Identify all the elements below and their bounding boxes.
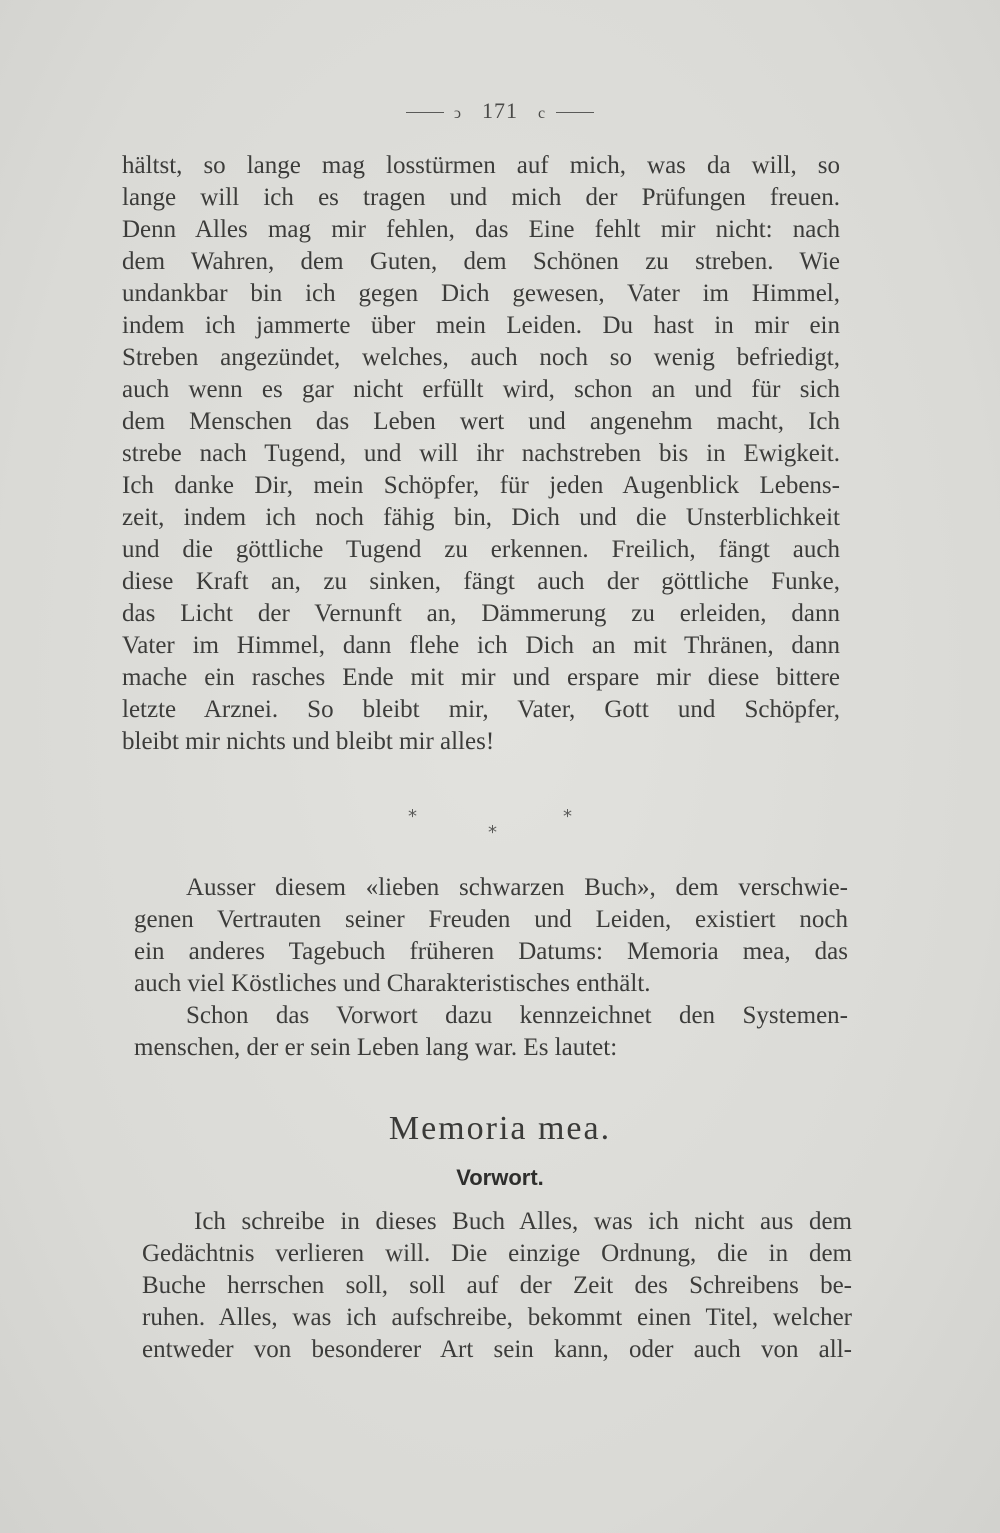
asterism-star: *	[563, 806, 572, 827]
paragraph-2	[134, 872, 848, 1064]
header-left-rule	[406, 112, 444, 113]
text-line: ruhen. Alles, was ich aufschreibe, bekommt einen Titel, welcher	[142, 1304, 852, 1331]
text-line: menschen, der er sein Leben lang war. Es lautet:	[134, 1034, 618, 1061]
section-subtitle: Vorwort.	[456, 1165, 544, 1190]
text-line: Streben angezündet, welches, auch noch so wenig befriedigt,	[122, 344, 840, 371]
asterism-star: *	[488, 822, 497, 843]
header-left-ornament: ↄ	[453, 105, 462, 122]
text-line: Vater im Himmel, dann flehe ich Dich an mit Thränen, dann	[122, 632, 840, 659]
text-line: das Licht der Vernunft an, Dämmerung zu erleiden, dann	[122, 600, 840, 627]
text-line: dem Menschen das Leben wert und angenehm macht, Ich	[122, 408, 840, 435]
text-line: Ich schreibe in dieses Buch Alles, was ich nicht aus dem	[194, 1208, 852, 1235]
text-line: Schon das Vorwort dazu kennzeichnet den Systemen-	[186, 1002, 848, 1029]
text-line: auch wenn es gar nicht erfüllt wird, schon an und für sich	[122, 376, 840, 403]
text-line: lange will ich es tragen und mich der Prüfungen freuen.	[122, 184, 840, 211]
asterism-star: *	[408, 806, 417, 827]
text-line: hältst, so lange mag losstürmen auf mich, was da will, so	[122, 152, 840, 179]
text-line: Ausser diesem «lieben schwarzen Buch», dem verschwie-	[186, 874, 848, 901]
text-line: Buche herrschen soll, soll auf der Zeit des Schreibens be-	[142, 1272, 852, 1299]
text-line: Ich danke Dir, mein Schöpfer, für jeden Augenblick Lebens-	[122, 472, 840, 499]
text-line: auch viel Köstliches und Charakteristisches enthält.	[134, 970, 651, 997]
text-line: indem ich jammerte über mein Leiden. Du hast in mir ein	[122, 312, 840, 339]
page-number: 171	[482, 98, 518, 123]
text-line: Gedächtnis verlieren will. Die einzige Ordnung, die in dem	[142, 1240, 852, 1267]
text-line: zeit, indem ich noch fähig bin, Dich und die Unsterblichkeit	[122, 504, 840, 531]
text-line: mache ein rasches Ende mit mir und erspare mir diese bittere	[122, 664, 840, 691]
text-line: dem Wahren, dem Guten, dem Schönen zu streben. Wie	[122, 248, 840, 275]
text-line: bleibt mir nichts und bleibt mir alles!	[122, 728, 495, 755]
text-line: Denn Alles mag mir fehlen, das Eine fehlt mir nicht: nach	[122, 216, 840, 243]
text-line: ein anderes Tagebuch früheren Datums: Memoria mea, das	[134, 938, 848, 965]
paragraph-1	[122, 150, 840, 758]
text-line: undankbar bin ich gegen Dich gewesen, Vater im Himmel,	[122, 280, 840, 307]
page-header	[0, 98, 1000, 124]
paragraph-4	[142, 1206, 852, 1366]
text-line: und die göttliche Tugend zu erkennen. Freilich, fängt auch	[122, 536, 840, 563]
text-line: genen Vertrauten seiner Freuden und Leiden, existiert noch	[134, 906, 848, 933]
text-line: strebe nach Tugend, und will ihr nachstreben bis in Ewigkeit.	[122, 440, 840, 467]
header-right-rule	[556, 112, 594, 113]
text-line: letzte Arznei. So bleibt mir, Vater, Gott und Schöpfer,	[122, 696, 840, 723]
header-right-ornament: c	[538, 105, 547, 122]
text-line: entweder von besonderer Art sein kann, oder auch von all-	[142, 1336, 852, 1363]
text-line: diese Kraft an, zu sinken, fängt auch der göttliche Funke,	[122, 568, 840, 595]
section-separator	[0, 806, 1000, 846]
section-title: Memoria mea.	[388, 1110, 612, 1147]
